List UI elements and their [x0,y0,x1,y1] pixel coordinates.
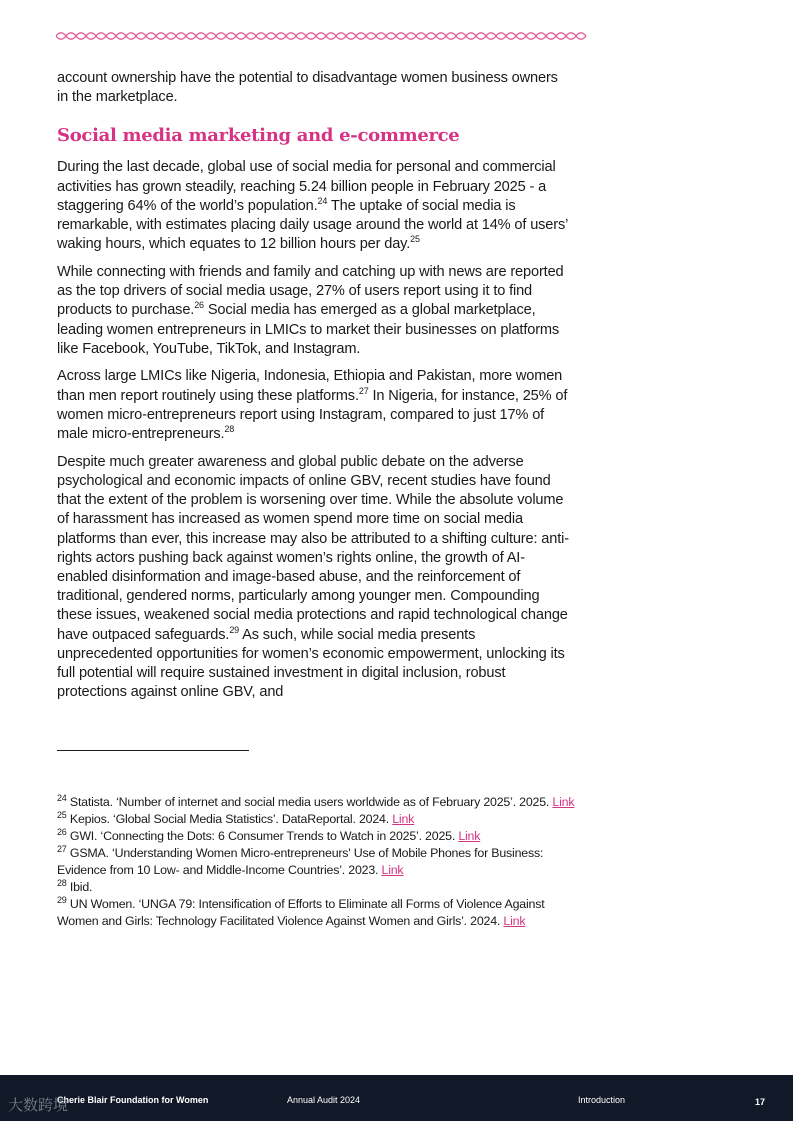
footer-document-title: Annual Audit 2024 [287,1095,361,1105]
footnote-ref[interactable]: 27 [358,385,369,396]
footnote-text: Kepios. ‘Global Social Media Statistics’. DataReportal. 2024. [69,812,393,826]
footnote-text: Ibid. [69,880,93,894]
footnote-link[interactable]: Link [458,829,481,843]
text: During the last decade, global use of social media for personal and commercial activities has grown steadily, reaching 5.24 billion people in February 2025 - a staggering 64% of the world’s population. [57,159,556,214]
text: While connecting with friends and family and catching up with news are reported as the top drivers of social media usage, 27% of users report using it to find products to purchase. [57,263,564,319]
footnote-link[interactable]: Link [552,795,575,809]
footnote-ref[interactable]: 29 [229,624,240,635]
text: Social media has emerged as a global marketplace, leading women entrepreneurs in LMICs to market their businesses on platforms like Facebook, YouTube, TikTok, and Instagram. [57,302,560,357]
zigzag-divider [56,29,590,43]
paragraph-1 [57,158,569,254]
footnote-ref[interactable]: 28 [224,424,235,435]
text: In Nigeria, for instance, 25% of women micro-entrepreneurs report using Instagram, compared to just 17% of male micro-entrepreneurs. [57,387,568,443]
footnotes [57,794,577,930]
intro-paragraph: account ownership have the potential to disadvantage women business owners in the marketplace. [57,70,558,106]
footnote-29 [57,896,577,930]
footnote-28 [57,879,577,896]
watermark: 大数跨境 [8,1097,69,1114]
footnote-number: 27 [57,844,67,854]
footnote-link[interactable]: Link [503,914,526,928]
footnote-number: 26 [57,827,67,837]
paragraph-3 [57,367,569,444]
text: Across large LMICs like Nigeria, Indonesia, Ethiopia and Pakistan, more women than men report routinely using these platforms. [57,368,563,404]
footnote-number: 29 [57,895,67,905]
footnote-ref[interactable]: 25 [410,234,420,245]
footnote-number: 25 [57,810,67,820]
footnote-text: GSMA. ‘Understanding Women Micro-entrepreneurs' Use of Mobile Phones for Business: Evidence from 10 Low- and Middle-Income Countries’. 2023. [57,846,544,877]
paragraph-4 [57,453,569,703]
footer-organization: Cherie Blair Foundation for Women [57,1095,209,1105]
footnote-divider [57,750,249,751]
footnote-number: 24 [57,793,67,803]
footnote-text: Statista. ‘Number of internet and social media users worldwide as of February 2025’. 2025. [69,795,553,809]
footnote-25 [57,811,577,828]
footnote-number: 28 [57,878,67,888]
footnote-ref[interactable]: 26 [194,300,204,311]
page-number: 17 [755,1097,766,1107]
text: Despite much greater awareness and global public debate on the adverse psychological and economic impacts of online GBV, recent studies have found that the extent of the problem is worsening over time. While the absolute volume of harassment has increased as women spend more time on social media platforms than ever, this increase may also be attributed to a shifting culture: anti-rights actors pushing back against women’s rights online, the growth of AI-enabled disinformation and image-based abuse, and the reinforcement of traditional, gendered norms, particularly among younger men. Compounding these issues, weakened social media protections and rapid technological change have outpaced safeguards. [57,453,569,643]
page-footer [0,1075,793,1121]
footnote-27 [57,845,577,879]
footnote-link[interactable]: Link [381,863,404,877]
footnote-text: UN Women. ‘UNGA 79: Intensification of Efforts to Eliminate all Forms of Violence Against Women and Girls: Technology Facilitated Violence Against Women and Girls’. 2024. [57,897,545,928]
footnote-26 [57,828,577,845]
paragraph-2 [57,263,569,359]
section-heading: Social media marketing and e-commerce [57,125,460,147]
footer-section: Introduction [578,1095,626,1105]
main-content [57,69,569,711]
footnote-link[interactable]: Link [392,812,415,826]
footnote-ref[interactable]: 24 [317,195,328,206]
text: As such, while social media presents unprecedented opportunities for women’s economic empowerment, unlocking its full potential will require sustained investment in digital inclusion, robust protections against online GBV, and [57,626,565,701]
footnote-text: GWI. ‘Connecting the Dots: 6 Consumer Trends to Watch in 2025’. 2025. [69,829,459,843]
text: The uptake of social media is remarkable, with estimates placing daily usage around the world at 14% of users’ waking hours, which equates to 12 billion hours per day. [57,197,568,253]
footnote-24 [57,794,577,811]
